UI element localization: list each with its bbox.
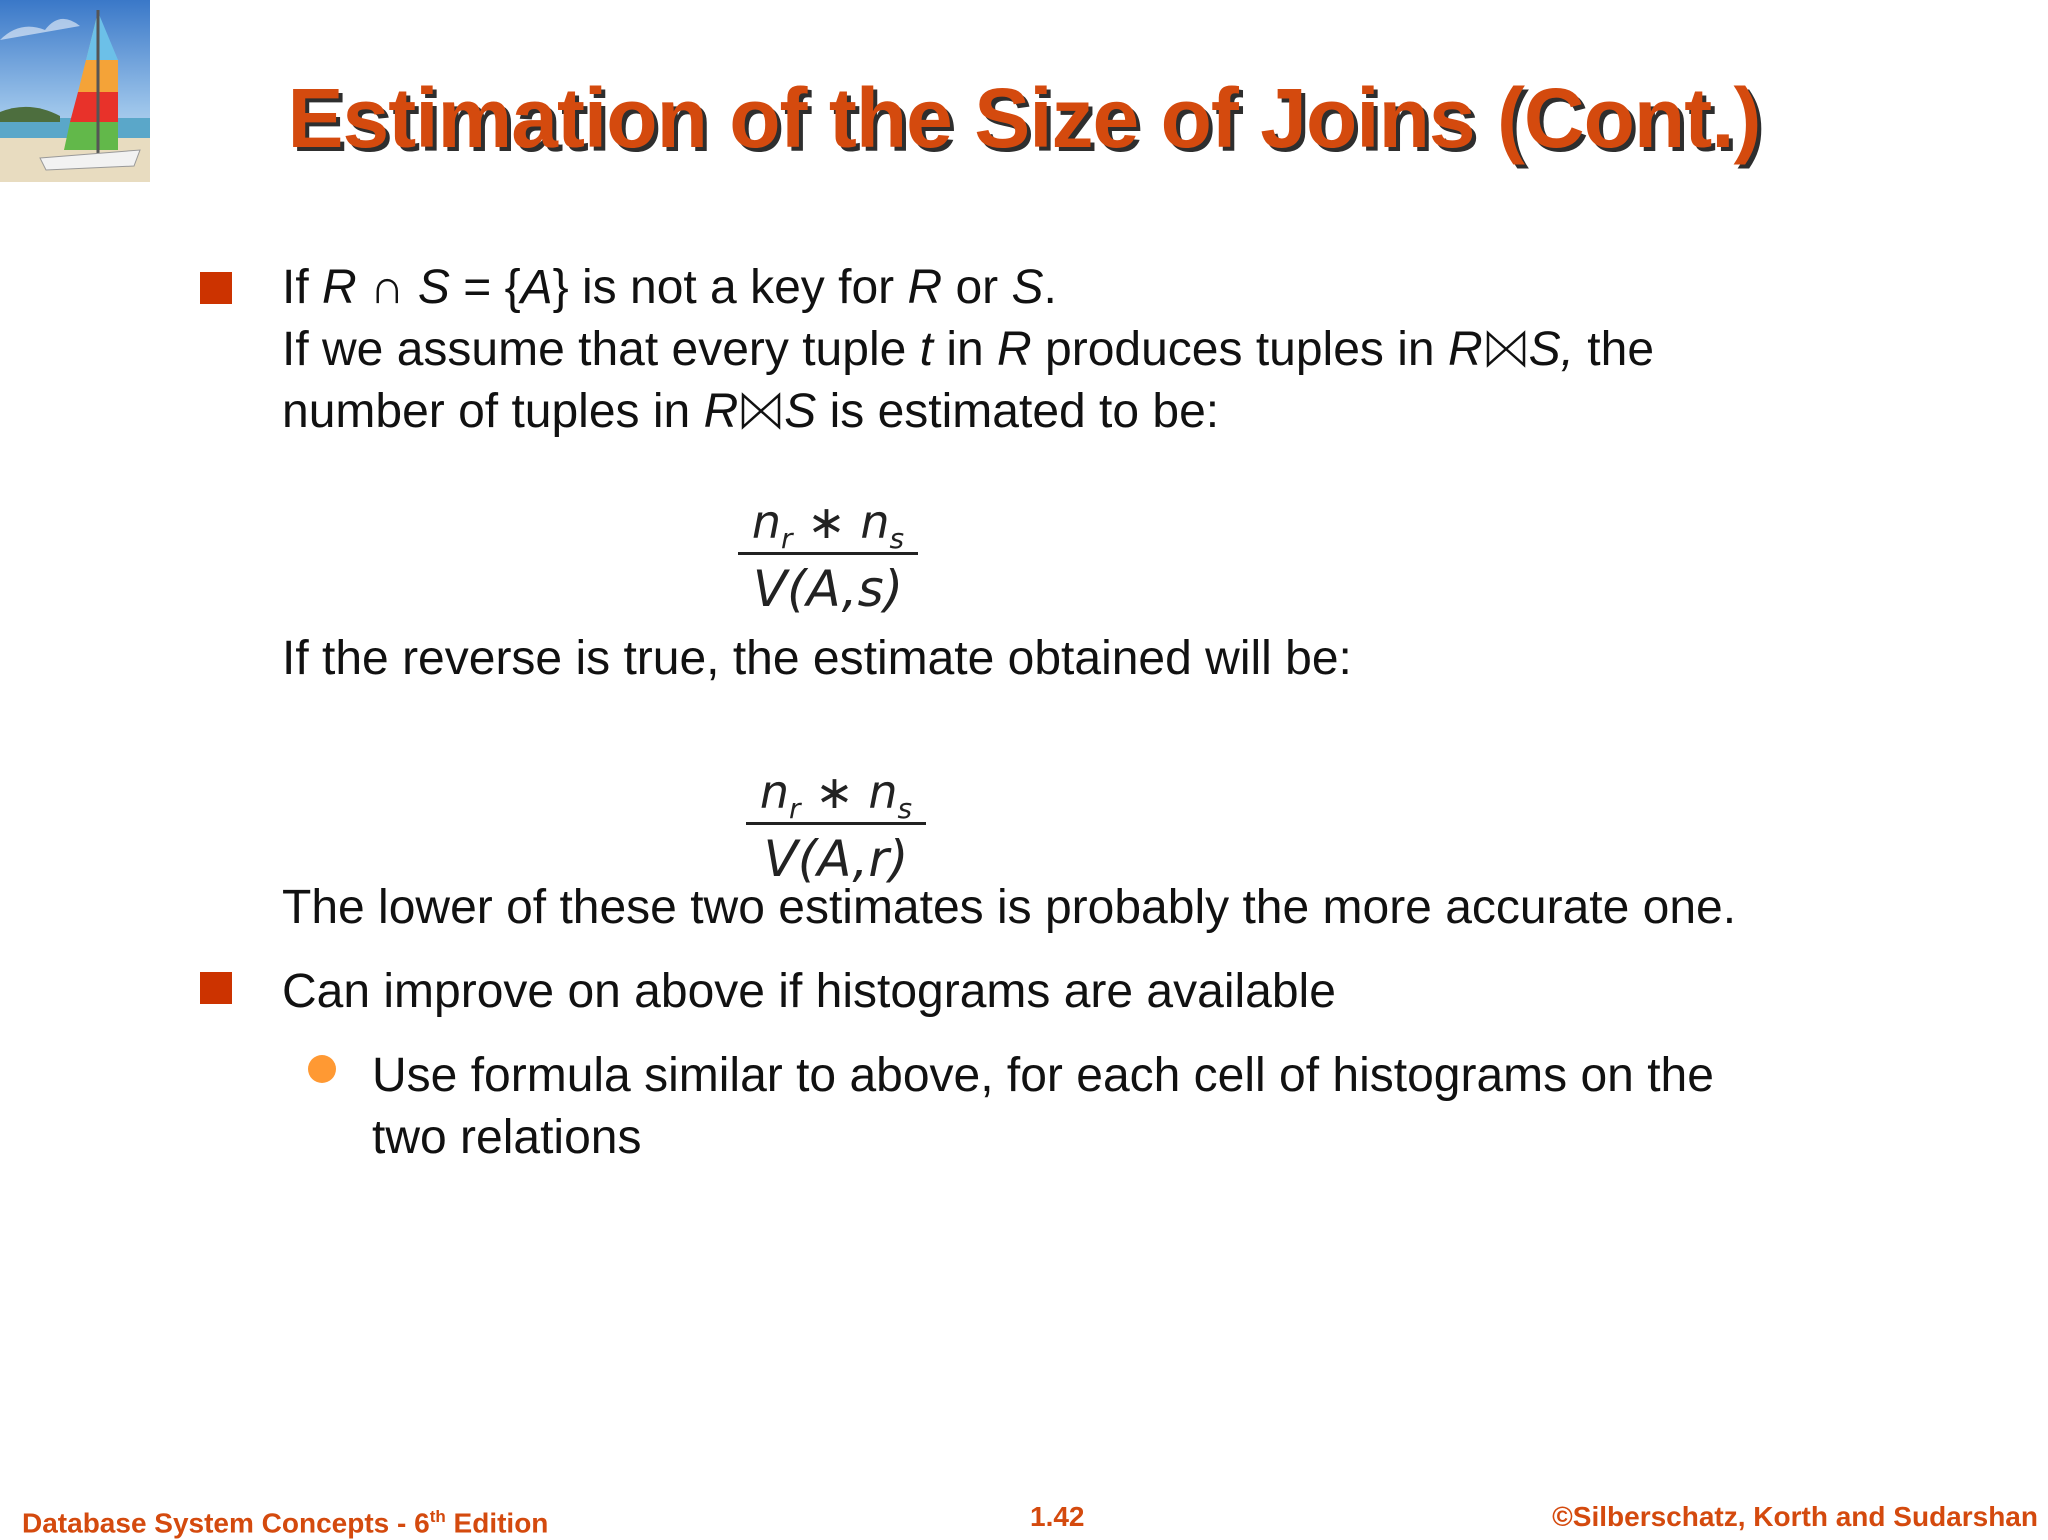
subscript-s: s: [897, 792, 913, 826]
footer-text: Edition: [445, 1507, 549, 1539]
key-condition-line: [282, 257, 1057, 319]
text-fragment: is estimated to be:: [816, 385, 1220, 438]
bullet-circle-icon: [308, 1055, 336, 1083]
relation-s: S,: [1528, 323, 1574, 376]
sub-bullet-line-2: two relations: [372, 1111, 642, 1164]
bullet-square-icon: [200, 272, 232, 304]
text-fragment: If we assume that every tuple: [282, 323, 920, 376]
n-symbol: n: [868, 765, 898, 819]
tuple-t: t: [919, 323, 933, 376]
attribute-a: A: [520, 261, 553, 314]
text-fragment: = {: [449, 261, 521, 314]
estimate-intro-line: [282, 381, 1219, 443]
relation-s: S: [784, 385, 817, 438]
relation-r: R: [1447, 323, 1483, 376]
sub-bullet-line-1: Use formula similar to above, for each cell of histograms on the: [372, 1049, 1714, 1102]
relation-r: R: [703, 385, 739, 438]
formula-denominator: V(A,r): [763, 830, 909, 888]
n-symbol: n: [860, 495, 890, 549]
formula-denominator: V(A,s): [752, 560, 904, 618]
subscript-r: r: [789, 792, 801, 826]
natural-join-icon: [740, 391, 782, 431]
text-fragment: produces tuples in: [1031, 323, 1448, 376]
text-fragment: number of tuples in: [282, 385, 704, 438]
footer-book-title: [22, 1500, 548, 1540]
conclusion-line: The lower of these two estimates is probably the more accurate one.: [282, 881, 1737, 934]
natural-join-icon: [1485, 329, 1527, 369]
relation-s: S: [417, 261, 450, 314]
subscript-r: r: [781, 522, 793, 556]
formula-estimate-r: [746, 764, 926, 889]
formula-numerator: [746, 764, 926, 826]
text-fragment: in: [932, 323, 998, 376]
text-fragment: the: [1573, 323, 1655, 376]
multiply-symbol: ∗: [792, 495, 861, 549]
n-symbol: n: [759, 765, 790, 819]
relation-r: R: [997, 323, 1032, 376]
text-fragment: } is not a key for: [552, 261, 908, 314]
assumption-line: [282, 319, 1654, 381]
page-number: 1.42: [1030, 1501, 1085, 1532]
n-symbol: n: [751, 495, 782, 549]
text-fragment: .: [1043, 261, 1057, 314]
formula-estimate-s: [738, 494, 918, 619]
subscript-s: s: [889, 522, 905, 556]
slide-title: Estimation of the Size of Joins (Cont.): [287, 71, 1761, 165]
formula-numerator: [738, 494, 918, 556]
relation-r: R: [907, 261, 943, 314]
intersection-symbol: ∩: [356, 261, 418, 314]
footer-copyright: ©Silberschatz, Korth and Sudarshan: [1552, 1501, 2038, 1532]
footer-superscript: th: [429, 1507, 446, 1526]
relation-s: S: [1011, 261, 1044, 314]
relation-r: R: [322, 261, 357, 314]
histogram-bullet: Can improve on above if histograms are available: [282, 965, 1336, 1018]
footer-text: Database System Concepts - 6: [22, 1507, 430, 1539]
text-fragment: or: [942, 261, 1012, 314]
text-fragment: If: [282, 261, 323, 314]
multiply-symbol: ∗: [800, 765, 869, 819]
reverse-case-line: If the reverse is true, the estimate obtained will be:: [282, 632, 1352, 685]
bullet-square-icon: [200, 972, 232, 1004]
